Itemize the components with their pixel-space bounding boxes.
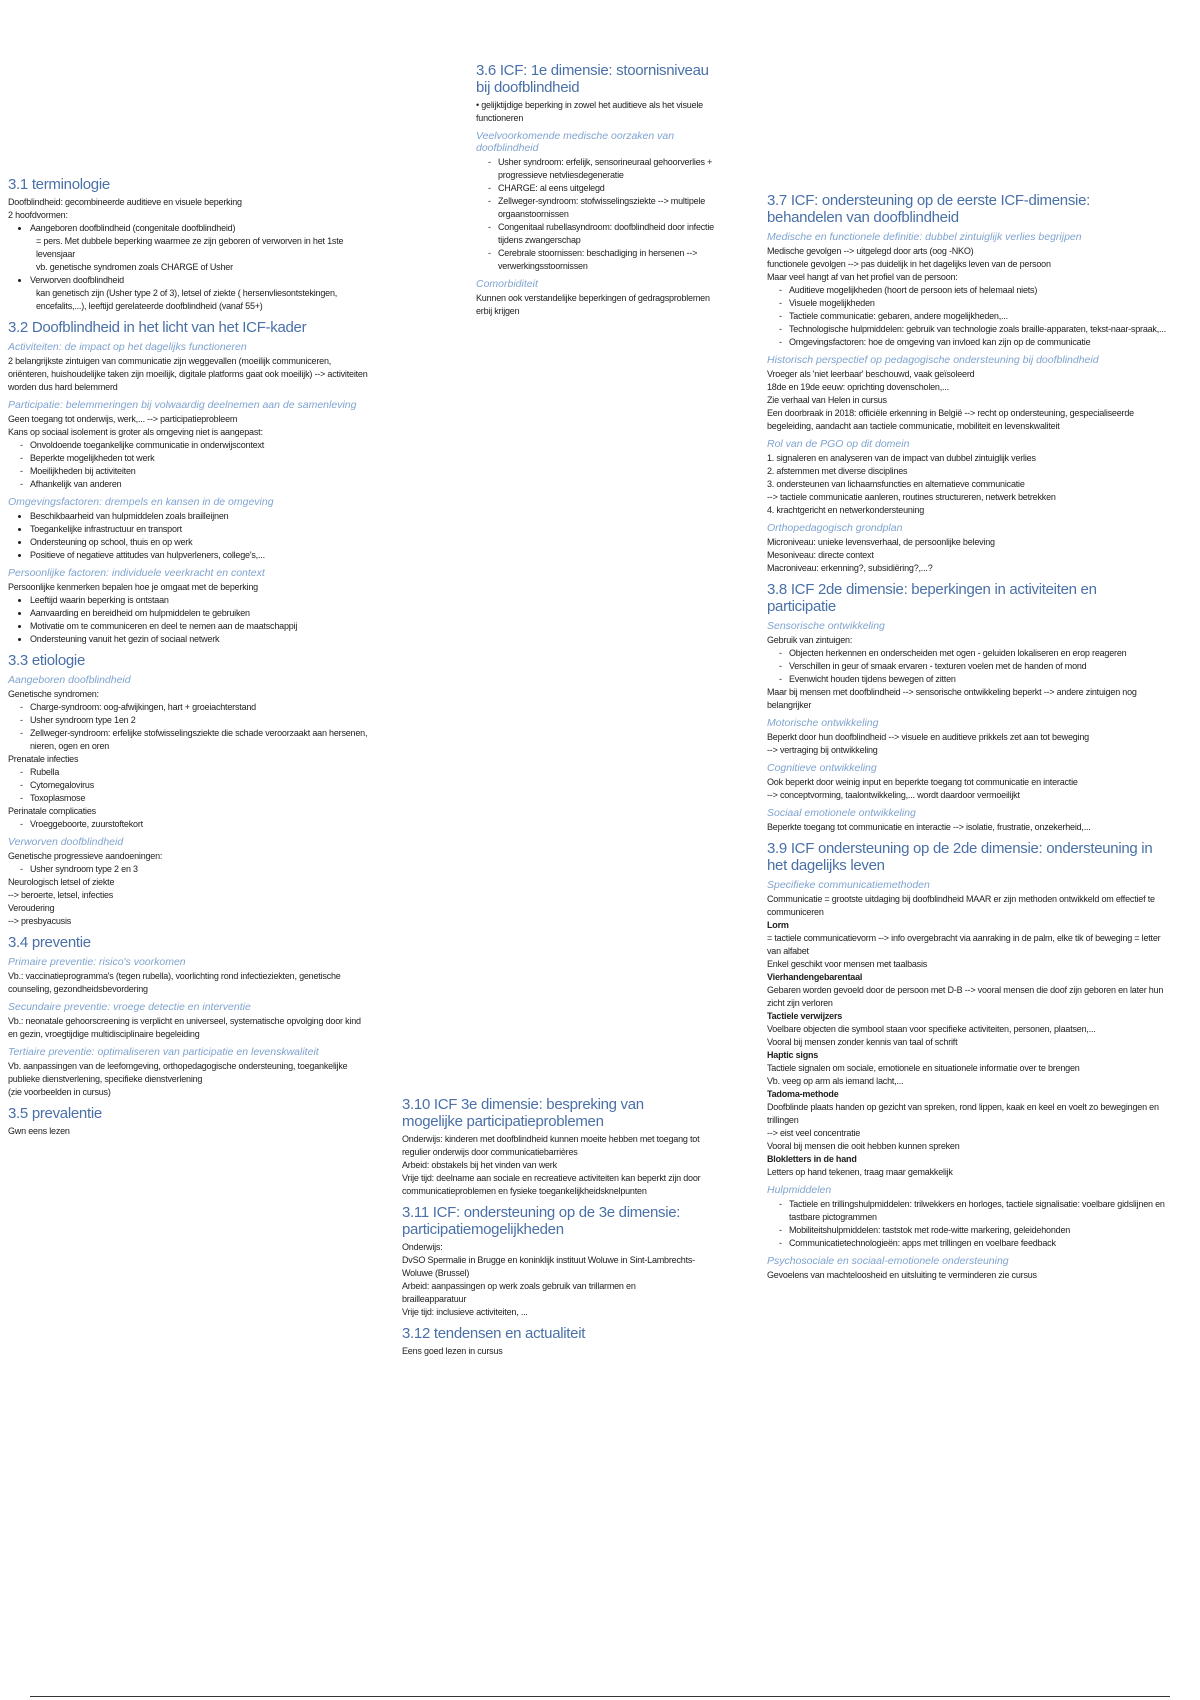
list-item: • Beschikbaarheid van hulpmiddelen zoals brailleijnen xyxy=(30,510,368,523)
list-item: • Motivatie om te communiceren en deel te nemen aan de maatschappij xyxy=(30,620,368,633)
paragraph: --> tactiele communicatie aanleren, routines structureren, netwerk betrekken xyxy=(767,492,1056,502)
middle-top-column xyxy=(476,56,716,318)
paragraph: 2. afstemmen met diverse disciplines xyxy=(767,466,908,476)
section-title-3-7: 3.7 ICF: ondersteuning op de eerste ICF-dimensie: behandelen van doofblindheid xyxy=(767,192,1090,226)
paragraph: Maar bij mensen met doofblindheid --> sensorische ontwikkeling beperkt --> andere zintuigen nog belangrijker xyxy=(767,687,1137,710)
paragraph: Persoonlijke kenmerken bepalen hoe je omgaat met de beperking xyxy=(8,582,258,592)
paragraph: Vroeger als 'niet leerbaar' beschouwd, vaak geïsoleerd xyxy=(767,369,975,379)
list-item: • Toegankelijke infrastructuur en transport xyxy=(30,523,368,536)
list-item: - Evenwicht houden tijdens bewegen of zitten xyxy=(789,673,1167,686)
paragraph: Tactiele signalen om sociale, emotionele en situationele informatie over te brengen xyxy=(767,1063,1080,1073)
subheading: Hulpmiddelen xyxy=(767,1184,832,1196)
list-item: - Tactiele communicatie: gebaren, andere mogelijkheden,... xyxy=(789,310,1167,323)
list-item: - Afhankelijk van anderen xyxy=(30,478,368,491)
paragraph: = tactiele communicatievorm --> info overgebracht via aanraking in de palm, elke tik of beweging = letter van alfabet xyxy=(767,933,1161,956)
paragraph: Beperkte toegang tot communicatie en interactie --> isolatie, frustratie, onzekerheid,... xyxy=(767,822,1091,832)
section-title-3-6: 3.6 ICF: 1e dimensie: stoornisniveau bij doofblindheid xyxy=(476,62,709,96)
list-item: • Ondersteuning vanuit het gezin of sociaal netwerk xyxy=(30,633,368,646)
dash-list xyxy=(8,863,368,876)
dash-list xyxy=(8,701,368,753)
list-item: - Omgevingsfactoren: hoe de omgeving van invloed kan zijn op de communicatie xyxy=(789,336,1167,349)
paragraph: Onderwijs: xyxy=(402,1242,443,1252)
list-item: - Usher syndroom: erfelijk, sensorineuraal gehoorverlies + progressieve netvliesdegeneratie xyxy=(498,156,716,182)
list-item: - Congenitaal rubellasyndroom: doofblindheid door infectie tijdens zwangerschap xyxy=(498,221,716,247)
subheading: Historisch perspectief op pedagogische ondersteuning bij doofblindheid xyxy=(767,354,1099,366)
left-column xyxy=(8,170,368,1138)
paragraph: Gevoelens van machteloosheid en uitsluiting te verminderen zie cursus xyxy=(767,1270,1037,1280)
method-title xyxy=(767,919,1167,932)
paragraph: Kunnen ook verstandelijke beperkingen of gedragsproblemen erbij krijgen xyxy=(476,293,710,316)
bullet-list xyxy=(8,274,368,287)
paragraph: Gebaren worden gevoeld door de persoon met D-B --> vooral mensen die doof zijn geboren en later hun zicht zijn verloren xyxy=(767,985,1164,1008)
list-item: - Moeilijkheden bij activiteiten xyxy=(30,465,368,478)
paragraph: Geen toegang tot onderwijs, werk,... --> participatieprobleem xyxy=(8,414,238,424)
method-title xyxy=(767,1049,1167,1062)
list-item: • Positieve of negatieve attitudes van hulpverleners, college's,... xyxy=(30,549,368,562)
subheading: Participatie: belemmeringen bij volwaardig deelnemen aan de samenleving xyxy=(8,399,357,411)
paragraph: Veroudering xyxy=(8,903,55,913)
method-title xyxy=(767,1088,1167,1101)
paragraph: Arbeid: aanpassingen op werk zoals gebruik van trillarmen en brailleapparatuur xyxy=(402,1281,636,1304)
paragraph: Onderwijs: kinderen met doofblindheid kunnen moeite hebben met toegang tot regulier onderwijs door communicatiebarrières xyxy=(402,1134,700,1157)
paragraph: --> vertraging bij ontwikkeling xyxy=(767,745,878,755)
list-item: - Mobiliteitshulpmiddelen: taststok met rode-witte markering, geleidehonden xyxy=(789,1224,1167,1237)
list-item: - Zellweger-syndroom: erfelijke stofwisselingsziekte die schade veroorzaakt aan hersenen, nieren, ogen en oren xyxy=(30,727,368,753)
method-title: Vierhandengebarentaal xyxy=(767,972,863,982)
list-item: • Leeftijd waarin beperking is ontstaan xyxy=(30,594,368,607)
paragraph: Beperkt door hun doofblindheid --> visuele en auditieve prikkels zet aan tot beweging xyxy=(767,732,1089,742)
subheading: Sociaal emotionele ontwikkeling xyxy=(767,807,916,819)
paragraph: Vb.: vaccinatieprogramma's (tegen rubella), voorlichting rond infectieziekten, genetische counseling, gezondheidsbevordering xyxy=(8,971,341,994)
paragraph: Microniveau: unieke levensverhaal, de persoonlijke beleving xyxy=(767,537,995,547)
section-title-3-12: 3.12 tendensen en actualiteit xyxy=(402,1325,586,1342)
paragraph: • gelijktijdige beperking in zowel het auditieve als het visuele functioneren xyxy=(476,100,703,123)
footer-divider xyxy=(30,1696,1170,1697)
paragraph: (zie voorbeelden in cursus) xyxy=(8,1087,111,1097)
paragraph: Neurologisch letsel of ziekte xyxy=(8,877,115,887)
list-item: - Usher syndroom type 2 en 3 xyxy=(30,863,368,876)
paragraph: 3. ondersteunen van lichaamsfuncties en alternatieve communicatie xyxy=(767,479,1025,489)
method-title xyxy=(767,1010,1167,1023)
paragraph: Vooral bij mensen die ooit hebben kunnen spreken xyxy=(767,1141,960,1151)
list-item: - Auditieve mogelijkheden (hoort de persoon iets of helemaal niets) xyxy=(789,284,1167,297)
subheading: Specifieke communicatiemethoden xyxy=(767,879,930,891)
paragraph: --> beroerte, letsel, infecties xyxy=(8,890,114,900)
dash-list xyxy=(476,156,716,273)
paragraph: Ook beperkt door weinig input en beperkte toegang tot communicatie en interactie xyxy=(767,777,1078,787)
list-item: • Aangeboren doofblindheid (congenitale doofblindheid) xyxy=(30,222,368,235)
paragraph: Vrije tijd: inclusieve activiteiten, ... xyxy=(402,1307,528,1317)
paragraph: Gebruik van zintuigen: xyxy=(767,635,853,645)
subheading: Rol van de PGO op dit domein xyxy=(767,438,910,450)
section-title-3-5: 3.5 prevalentie xyxy=(8,1105,102,1122)
paragraph: Genetische progressieve aandoeningen: xyxy=(8,851,163,861)
list-item: - Usher syndroom type 1en 2 xyxy=(30,714,368,727)
section-title-3-8: 3.8 ICF 2de dimensie: beperkingen in activiteiten en participatie xyxy=(767,581,1097,615)
dash-list xyxy=(767,647,1167,686)
paragraph: Vb. aanpassingen van de leefomgeving, orthopedagogische ondersteuning, toegankelijke publieke dienstverlening, specifieke dienstverlening xyxy=(8,1061,348,1084)
bullet-list xyxy=(8,594,368,646)
subheading: Primaire preventie: risico's voorkomen xyxy=(8,956,186,968)
method-title xyxy=(767,1153,1167,1166)
paragraph: --> eist veel concentratie xyxy=(767,1128,861,1138)
method-title: Tadoma-methode xyxy=(767,1089,839,1099)
list-item: - CHARGE: al eens uitgelegd xyxy=(498,182,716,195)
paragraph: Een doorbraak in 2018: officiële erkenning in België --> recht op ondersteuning, gespecialiseerde begeleiding, aandacht aan tactiele communicatie, mobiliteit en levenskwaliteit xyxy=(767,408,1134,431)
section-title-3-9: 3.9 ICF ondersteuning op de 2de dimensie: ondersteuning in het dagelijks leven xyxy=(767,840,1153,874)
list-item: - Rubella xyxy=(30,766,368,779)
subheading: Activiteiten: de impact op het dagelijks functioneren xyxy=(8,341,247,353)
list-item: - Charge-syndroom: oog-afwijkingen, hart + groeiachterstand xyxy=(30,701,368,714)
paragraph: Doofblindheid: gecombineerde auditieve en visuele beperking xyxy=(8,197,242,207)
dash-list xyxy=(767,284,1167,349)
subheading: Cognitieve ontwikkeling xyxy=(767,762,877,774)
dash-list xyxy=(8,439,368,491)
subheading: Persoonlijke factoren: individuele veerkracht en context xyxy=(8,567,265,579)
list-item: - Technologische hulpmiddelen: gebruik van technologie zoals braille-apparaten, tekst-naar-spraak,... xyxy=(789,323,1167,336)
paragraph: 2 belangrijkste zintuigen van communicatie zijn weggevallen (moeilijk communiceren, oriënteren, huishoudelijke taken zijn moeilijk, digitale platforms gaat ook moeilijk) --> activiteiten worden dus hard belemmerd xyxy=(8,356,368,392)
section-title-3-2: 3.2 Doofblindheid in het licht van het ICF-kader xyxy=(8,319,307,336)
paragraph: Doofblinde plaats handen op gezicht van spreken, rond lippen, kaak en keel en voelt zo bewegingen en trillingen xyxy=(767,1102,1159,1125)
bullet-list xyxy=(8,222,368,235)
section-title-3-10: 3.10 ICF 3e dimensie: bespreking van mogelijke participatieproblemen xyxy=(402,1096,644,1130)
list-item: • Aanvaarding en bereidheid om hulpmiddelen te gebruiken xyxy=(30,607,368,620)
section-title-3-1: 3.1 terminologie xyxy=(8,176,110,193)
section-title-3-4: 3.4 preventie xyxy=(8,934,91,951)
list-item: - Onvoldoende toegankelijke communicatie in onderwijscontext xyxy=(30,439,368,452)
paragraph: vb. genetische syndromen zoals CHARGE of Usher xyxy=(36,262,233,272)
method-title: Tactiele verwijzers xyxy=(767,1011,843,1021)
paragraph: Medische gevolgen --> uitgelegd door arts (oog -NKO) xyxy=(767,246,974,256)
subheading: Aangeboren doofblindheid xyxy=(8,674,131,686)
subheading: Veelvoorkomende medische oorzaken van doofblindheid xyxy=(476,130,675,154)
list-item: - Verschillen in geur of smaak ervaren - texturen voelen met de handen of mond xyxy=(789,660,1167,673)
paragraph: Eens goed lezen in cursus xyxy=(402,1346,503,1356)
subheading: Omgevingsfactoren: drempels en kansen in de omgeving xyxy=(8,496,274,508)
section-title-3-3: 3.3 etiologie xyxy=(8,652,85,669)
list-item: - Zellweger-syndroom: stofwisselingsziekte --> multipele orgaanstoornissen xyxy=(498,195,716,221)
list-item: - Communicatietechnologieën: apps met trillingen en voelbare feedback xyxy=(789,1237,1167,1250)
list-item: - Visuele mogelijkheden xyxy=(789,297,1167,310)
bullet-list xyxy=(8,510,368,562)
paragraph: Communicatie = grootste uitdaging bij doofblindheid MAAR er zijn methoden ontwikkeld om effectief te communiceren xyxy=(767,894,1155,917)
list-item: - Beperkte mogelijkheden tot werk xyxy=(30,452,368,465)
subheading: Motorische ontwikkeling xyxy=(767,717,879,729)
method-title: Blokletters in de hand xyxy=(767,1154,857,1164)
paragraph: Genetische syndromen: xyxy=(8,689,99,699)
paragraph: 18de en 19de eeuw: oprichting dovenscholen,... xyxy=(767,382,949,392)
dash-list xyxy=(8,818,368,831)
paragraph: Vb.: neonatale gehoorscreening is verplicht en universeel, systematische opvolging door kind en gezin, vroegtijdige multidisciplinaire begeleiding xyxy=(8,1016,361,1039)
list-item: - Cytomegalovirus xyxy=(30,779,368,792)
paragraph: 4. krachtgericht en netwerkondersteuning xyxy=(767,505,925,515)
list-item: - Objecten herkennen en onderscheiden met ogen - geluiden lokaliseren en erop reageren xyxy=(789,647,1167,660)
paragraph: 2 hoofdvormen: xyxy=(8,210,68,220)
middle-bottom-column xyxy=(402,1090,702,1358)
list-item: - Tactiele en trillingshulpmiddelen: trilwekkers en horloges, tactiele signalisatie: voelbare gidslijnen en tastbare pictogrammen xyxy=(789,1198,1167,1224)
paragraph: functionele gevolgen --> pas duidelijk in het dagelijks leven van de persoon xyxy=(767,259,1051,269)
list-item: - Cerebrale stoornissen: beschadiging in hersenen --> verwerkingsstoornissen xyxy=(498,247,716,273)
paragraph: Arbeid: obstakels bij het vinden van werk xyxy=(402,1160,557,1170)
paragraph: Mesoniveau: directe context xyxy=(767,550,874,560)
dash-list xyxy=(767,1198,1167,1250)
paragraph: kan genetisch zijn (Usher type 2 of 3), letsel of ziekte ( hersenvliesontstekingen, encefalits,...), leeftijd gerelateerde doofblindheid (vanaf 55+) xyxy=(36,288,338,311)
dash-list xyxy=(8,766,368,805)
paragraph: --> conceptvorming, taalontwikkeling,... wordt daardoor vermoeilijkt xyxy=(767,790,1020,800)
method-title xyxy=(767,971,1167,984)
paragraph: Perinatale complicaties xyxy=(8,806,96,816)
subheading: Secundaire preventie: vroege detectie en interventie xyxy=(8,1001,251,1013)
list-item: - Vroeggeboorte, zuurstoftekort xyxy=(30,818,368,831)
paragraph: 1. signaleren en analyseren van de impact van dubbel zintuiglijk verlies xyxy=(767,453,1036,463)
paragraph: Vb. veeg op arm als iemand lacht,... xyxy=(767,1076,904,1086)
method-title: Lorm xyxy=(767,920,789,930)
subheading: Sensorische ontwikkeling xyxy=(767,620,885,632)
subheading: Verworven doofblindheid xyxy=(8,836,124,848)
list-item: - Toxoplasmose xyxy=(30,792,368,805)
paragraph: Voelbare objecten die symbool staan voor specifieke activiteiten, personen, plaatsen,... xyxy=(767,1024,1096,1034)
paragraph: Macroniveau: erkenning?, subsidiëring?,...? xyxy=(767,563,933,573)
subheading: Tertiaire preventie: optimaliseren van participatie en levenskwaliteit xyxy=(8,1046,319,1058)
right-column xyxy=(767,186,1167,1282)
paragraph: = pers. Met dubbele beperking waarmee ze zijn geboren of verworven in het 1ste levensjaar xyxy=(36,236,344,259)
subheading: Comorbiditeit xyxy=(476,278,538,290)
paragraph: Kans op sociaal isolement is groter als omgeving niet is aangepast: xyxy=(8,427,263,437)
section-title-3-11: 3.11 ICF: ondersteuning op de 3e dimensie: participatiemogelijkheden xyxy=(402,1204,681,1238)
paragraph: --> presbyacusis xyxy=(8,916,72,926)
subheading: Orthopedagogisch grondplan xyxy=(767,522,903,534)
subheading: Psychosociale en sociaal-emotionele ondersteuning xyxy=(767,1255,1009,1267)
paragraph: Zie verhaal van Helen in cursus xyxy=(767,395,887,405)
paragraph: Enkel geschikt voor mensen met taalbasis xyxy=(767,959,928,969)
paragraph: DvSO Spermalie in Brugge en koninklijk instituut Woluwe in Sint-Lambrechts-Woluwe (Brussel) xyxy=(402,1255,695,1278)
paragraph: Prenatale infecties xyxy=(8,754,79,764)
paragraph: Maar veel hangt af van het profiel van de persoon: xyxy=(767,272,958,282)
paragraph: Vooral bij mensen zonder kennis van taal of schrift xyxy=(767,1037,958,1047)
paragraph: Gwn eens lezen xyxy=(8,1126,70,1136)
paragraph: Letters op hand tekenen, traag maar gemakkelijk xyxy=(767,1167,953,1177)
list-item: • Ondersteuning op school, thuis en op werk xyxy=(30,536,368,549)
paragraph: Vrije tijd: deelname aan sociale en recreatieve activiteiten kan beperkt zijn door communicatieproblemen en fysieke toegankelijkheidsknelpunten xyxy=(402,1173,701,1196)
list-item: • Verworven doofblindheid xyxy=(30,274,368,287)
subheading: Medische en functionele definitie: dubbel zintuiglijk verlies begrijpen xyxy=(767,231,1082,243)
method-title: Haptic signs xyxy=(767,1050,819,1060)
